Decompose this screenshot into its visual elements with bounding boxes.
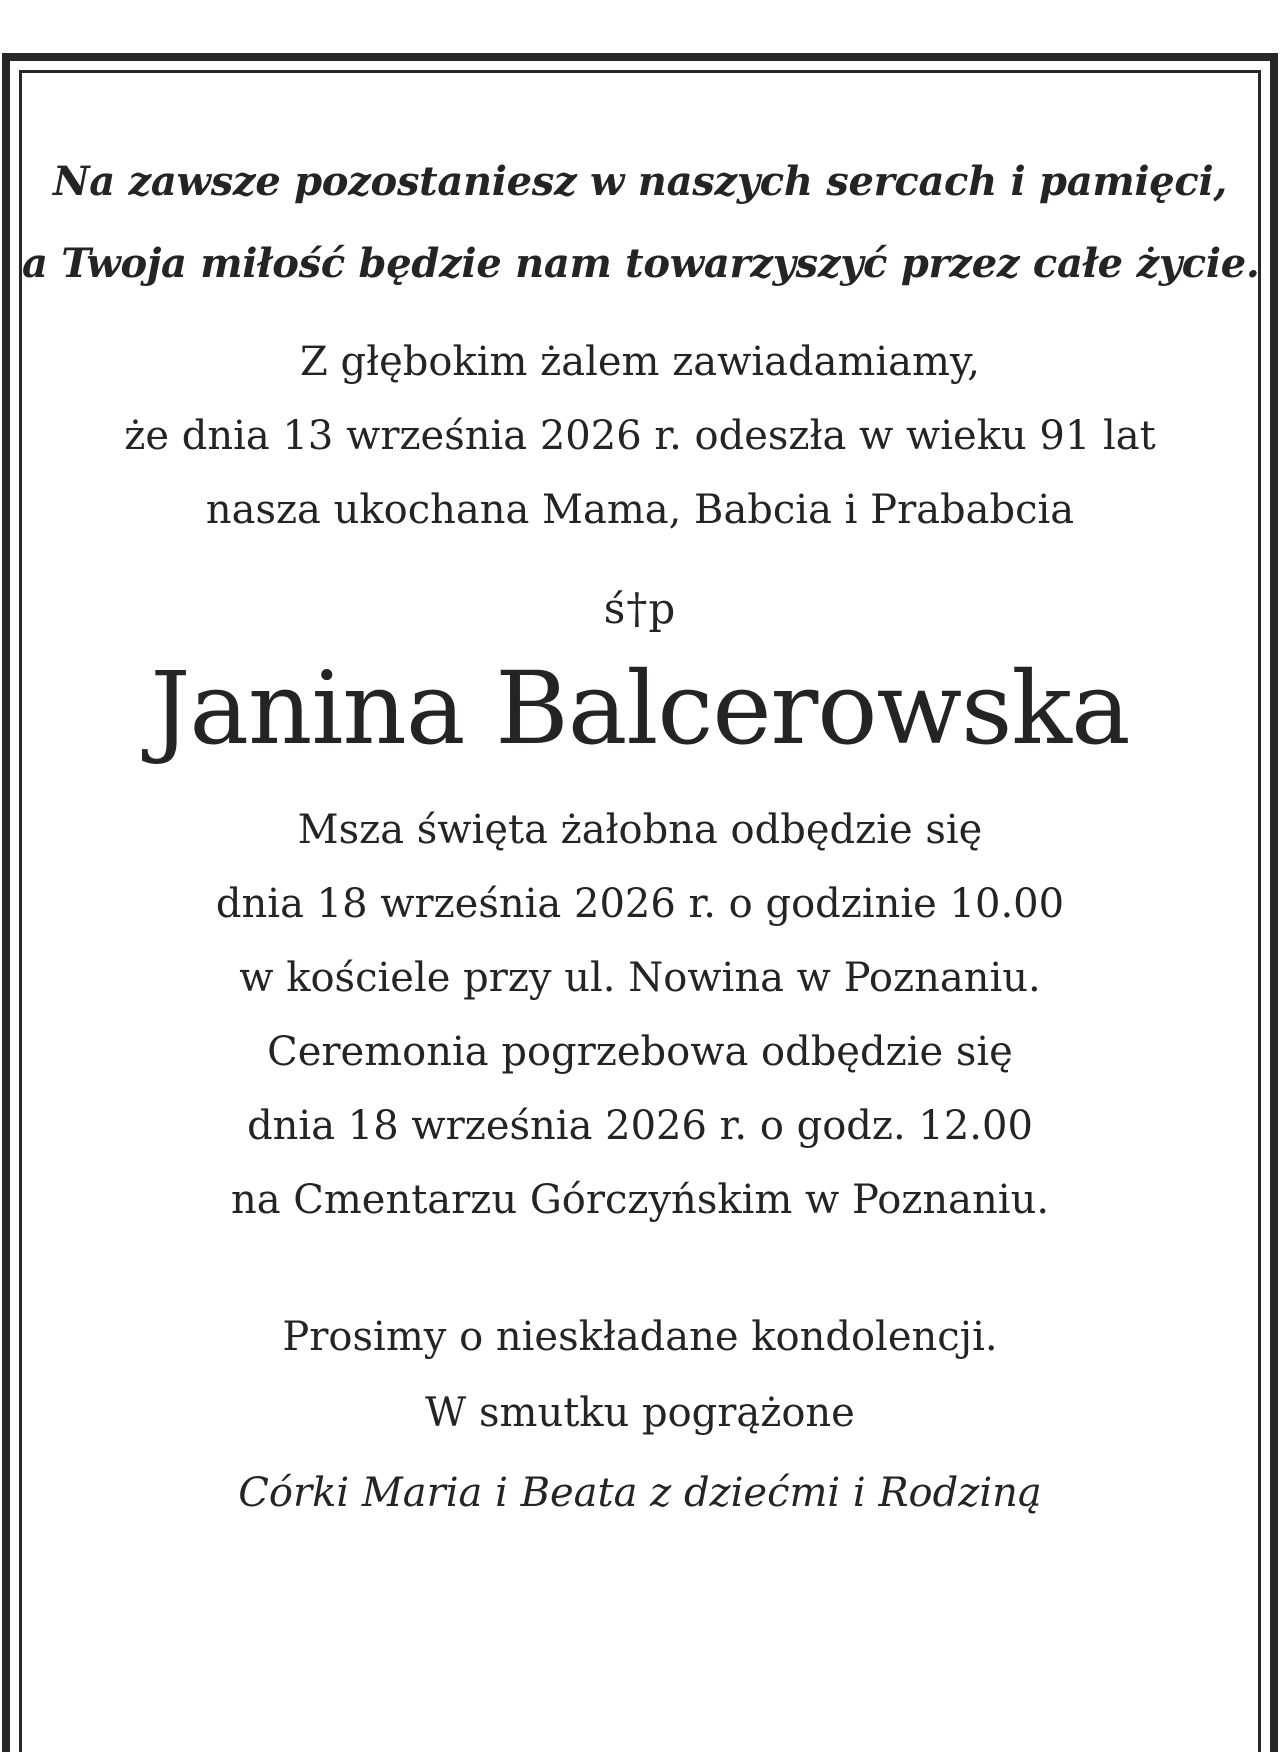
deceased-name: Janina Balcerowska	[150, 650, 1130, 767]
announcement-line-1: Z głębokim żalem zawiadamiamy,	[300, 339, 980, 385]
announcement-line-2: że dnia 13 września 2026 r. odeszła w wieku 91 lat	[124, 413, 1156, 459]
signature: Córki Maria i Beata z dziećmi i Rodziną	[238, 1470, 1042, 1516]
service-line-4: Ceremonia pogrzebowa odbędzie się	[267, 1029, 1013, 1075]
service-line-3: w kościele przy ul. Nowina w Poznaniu.	[239, 955, 1041, 1001]
service-details	[22, 793, 1258, 1237]
service-line-6: na Cmentarzu Górczyńskim w Poznaniu.	[230, 1177, 1050, 1223]
closing	[22, 1299, 1258, 1451]
closing-line-2: W smutku pogrążone	[425, 1390, 855, 1436]
closing-line-1: Prosimy o nieskładane kondolencji.	[282, 1314, 998, 1360]
service-line-5: dnia 18 września 2026 r. o godz. 12.00	[247, 1103, 1033, 1149]
motto-line-1: Na zawsze pozostaniesz w naszych sercach i pamięci,	[53, 158, 1227, 205]
motto-line-2: a Twoja miłość będzie nam towarzyszyć przez całe życie.	[22, 240, 1260, 287]
service-line-1: Msza święta żałobna odbędzie się	[297, 807, 983, 853]
announcement-line-3: nasza ukochana Mama, Babcia i Prababcia	[205, 487, 1075, 533]
obituary-notice	[22, 73, 1258, 1523]
announcement	[22, 325, 1258, 547]
motto	[22, 73, 1258, 305]
honorific: ś†p	[603, 584, 677, 633]
service-line-2: dnia 18 września 2026 r. o godzinie 10.00	[215, 881, 1065, 927]
